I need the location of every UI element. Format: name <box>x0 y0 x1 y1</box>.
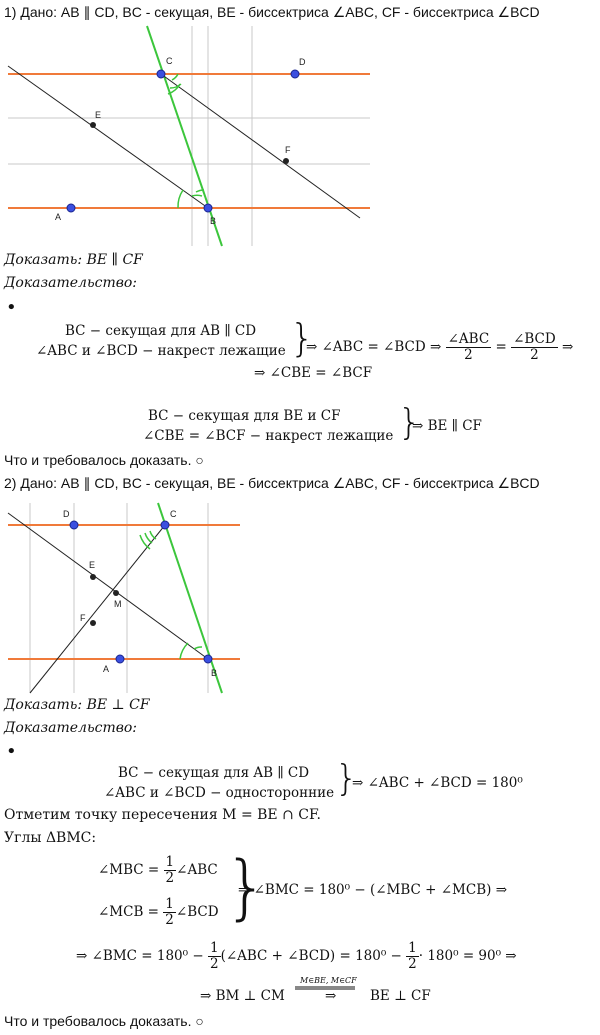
p1-l1b: ∠ABC и ∠BCD − накрест лежащие <box>36 343 286 359</box>
problem2-given: 2) Дано: AB ∥ CD, BC - секущая, BE - биссектриса ∠ABC, CF - биссектриса ∠BCD <box>4 475 540 491</box>
brace-1: } <box>290 316 315 360</box>
line-cf-2 <box>30 525 165 693</box>
label-e: E <box>95 110 102 120</box>
bullet-1: • <box>6 297 17 318</box>
label-f: F <box>285 145 291 155</box>
point-f-2 <box>90 620 96 626</box>
point-c <box>157 70 165 78</box>
p2-a2r: ∠BCD <box>175 903 219 920</box>
frac-abc-num: ∠ABC <box>447 331 490 347</box>
figure-2 <box>0 495 250 695</box>
frac-abc-den: 2 <box>464 346 473 363</box>
p1-l3a: BC − секущая для BE и CF <box>148 408 341 424</box>
p1-eq: = <box>495 338 507 355</box>
label-c: C <box>166 56 173 66</box>
frac-bcd <box>511 332 558 363</box>
point-e <box>90 122 96 128</box>
label-e-2: E <box>89 560 96 570</box>
p1-l1a: BC − секущая для AB ∥ CD <box>65 323 257 339</box>
p2-b2: (∠ABC + ∠BCD) = 180⁰ − <box>220 947 402 964</box>
frac-half-3-den: 2 <box>209 955 219 972</box>
frac-half-4-num: 1 <box>408 940 417 956</box>
p2-c3: BE ⊥ CF <box>370 988 431 1004</box>
label-a-2: A <box>103 664 110 674</box>
p2-a2: ∠MCB = <box>98 903 159 920</box>
frac-half-1 <box>164 855 177 886</box>
p2-b-row <box>76 941 517 972</box>
label-a: A <box>55 212 62 222</box>
p1-l3b: ∠CBE = ∠BCF − накрест лежащие <box>143 428 394 444</box>
frac-half-4 <box>406 941 419 972</box>
p2-b1: ⇒ ∠BMC = 180⁰ − <box>76 947 204 964</box>
frac-half-3 <box>208 941 221 972</box>
label-m-2: M <box>114 599 122 609</box>
point-e-2 <box>90 574 96 580</box>
label-d-2: D <box>63 509 70 519</box>
problem1-end: Что и требовалось доказать. ○ <box>4 452 204 468</box>
point-m-2 <box>113 590 119 596</box>
p1-r1b: ⇒ <box>562 338 574 355</box>
p1-r1 <box>306 332 573 363</box>
p2-angles: Углы ΔBMC: <box>4 830 97 846</box>
p1-r3: ⇒ BE ∥ CF <box>412 418 482 434</box>
grid-lines-1 <box>8 26 370 246</box>
p2-b3: · 180⁰ = 90⁰ ⇒ <box>418 947 517 964</box>
p2-c2: ⇒ <box>325 988 337 1004</box>
p2-a2-row <box>98 897 219 928</box>
angle-arcs-2 <box>140 531 202 659</box>
problem2-proof-title: Доказательство: <box>4 720 138 736</box>
p1-l2: ⇒ ∠CBE = ∠BCF <box>254 365 373 381</box>
figure-1 <box>0 18 380 248</box>
label-b: B <box>210 216 217 226</box>
p2-c1: ⇒ BM ⊥ CM <box>200 988 285 1004</box>
problem1-proof-title: Доказательство: <box>4 275 138 291</box>
p2-l1a: BC − секущая для AB ∥ CD <box>118 765 310 781</box>
p2-r1: ⇒ ∠ABC + ∠BCD = 180⁰ <box>352 775 523 791</box>
point-a-2 <box>116 655 124 663</box>
problem2-end: Что и требовалось доказать. ○ <box>4 1013 204 1029</box>
frac-half-1-num: 1 <box>165 854 175 870</box>
problem1-prove: Доказать: BE ∥ CF <box>4 252 143 268</box>
grid-lines-2 <box>30 503 208 693</box>
line-be-2 <box>8 513 208 659</box>
label-f-2: F <box>80 613 86 623</box>
point-d-2 <box>70 521 78 529</box>
transversal-2 <box>158 503 222 693</box>
p2-ra: ⇒ ∠BMC = 180⁰ − (∠MBC + ∠MCB) ⇒ <box>238 882 508 898</box>
point-f <box>283 158 289 164</box>
point-a <box>67 204 75 212</box>
transversal-bc <box>147 26 222 246</box>
p2-a1: ∠MBC = <box>98 861 160 878</box>
frac-bcd-num: ∠BCD <box>513 331 556 347</box>
frac-half-4-den: 2 <box>408 955 417 972</box>
point-d <box>291 70 299 78</box>
problem2-prove: Доказать: BE ⊥ CF <box>4 697 150 713</box>
problem1-given: 1) Дано: AB ∥ CD, BC - секущая, BE - биссектриса ∠ABC, CF - биссектриса ∠BCD <box>4 4 540 20</box>
p2-mark: Отметим точку пересечения M = BE ∩ CF. <box>4 807 321 823</box>
label-d: D <box>299 57 306 67</box>
p2-csup: M∈BE, M∈CF <box>300 976 357 985</box>
frac-half-1-den: 2 <box>165 869 175 886</box>
frac-half-2 <box>163 897 176 928</box>
long-arrow <box>295 985 365 991</box>
point-c-2 <box>161 521 169 529</box>
frac-bcd-den: 2 <box>530 346 539 363</box>
point-b <box>204 204 212 212</box>
frac-half-2-den: 2 <box>165 911 174 928</box>
brace-3: } <box>335 758 358 799</box>
bullet-2: • <box>6 741 17 762</box>
brace-4: } <box>224 846 269 928</box>
label-b-2: B <box>211 668 218 678</box>
frac-abc <box>446 332 492 363</box>
frac-half-2-num: 1 <box>165 896 174 912</box>
p2-a1-row <box>98 855 218 886</box>
brace-2: } <box>398 402 421 443</box>
label-c-2: C <box>170 509 177 519</box>
p2-a1r: ∠ABC <box>176 861 218 878</box>
p2-l1b: ∠ABC и ∠BCD − односторонние <box>104 785 335 801</box>
p1-r1a: ⇒ ∠ABC = ∠BCD ⇒ <box>306 338 442 355</box>
frac-half-3-num: 1 <box>209 940 219 956</box>
point-b-2 <box>204 655 212 663</box>
